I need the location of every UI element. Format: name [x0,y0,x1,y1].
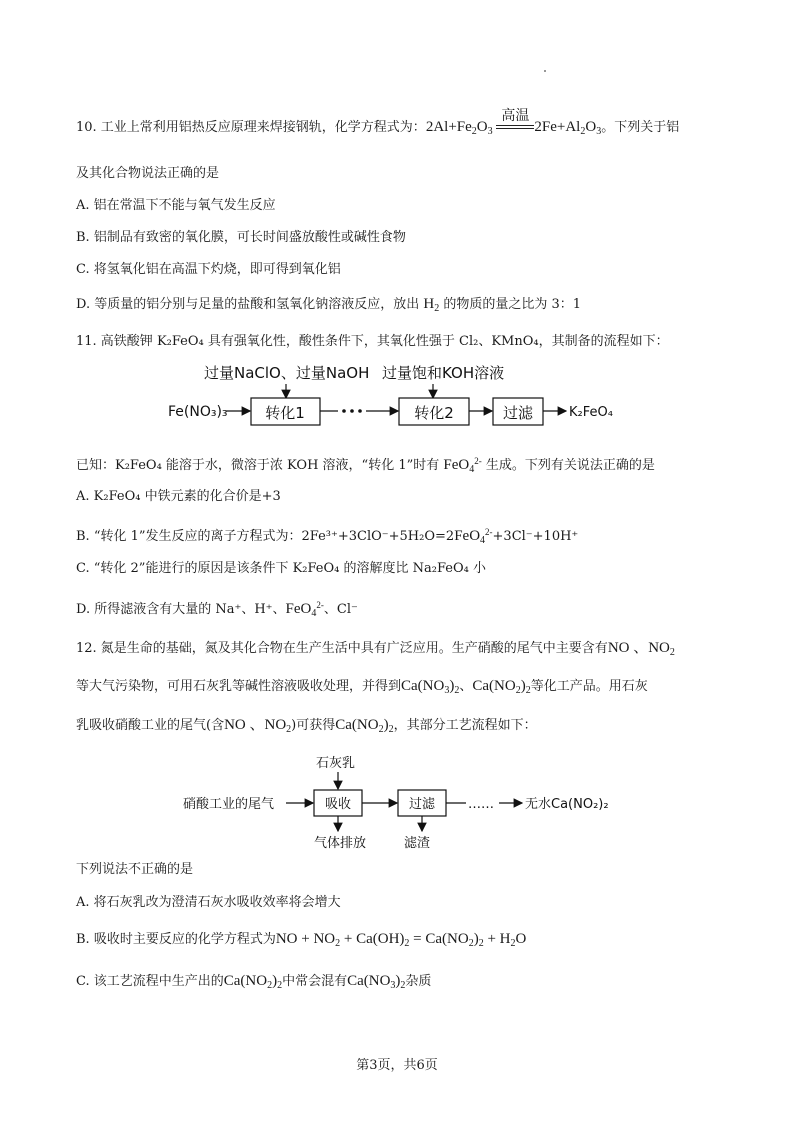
q10-stem-part1: 10. 工业上常利用铝热反应原理来焊接钢轨，化学方程式为： [76,120,426,135]
q12-option-c-part3: 杂质 [405,974,432,989]
q12-stem-line2: 等大气污染物，可用石灰乳等碱性溶液吸收处理，并得到$Ca(NO_3)_2$、$Ca(NO_2)_2$等化工产品。用石灰 [76,678,648,696]
q12-dots: …… [468,797,494,812]
q11-box1-label: 转化1 [265,404,305,422]
q11-option-a: A. K₂FeO₄ 中铁元素的化合价是+3 [76,489,281,504]
q11-box2-label: 转化2 [414,404,454,422]
q12-option-b-text: B. 吸收时主要反应的化学方程式为 [76,932,276,947]
page-footer: 第3页，共6页 [356,1058,438,1073]
q11-known-part1: 已知：K₂FeO₄ 能溶于水，微溶于浓 KOH 溶液，“转化 1”时有 [76,458,440,473]
q10-stem-line2: 及其化合物说法正确的是 [76,166,220,181]
q11-option-c: C. “转化 2”能进行的原因是该条件下 K₂FeO₄ 的溶解度比 Na₂FeO₄ 小 [76,561,486,576]
q12-option-a: A. 将石灰乳改为澄清石灰水吸收效率将会增大 [76,895,341,910]
q12-question: 下列说法不正确的是 [76,862,194,877]
q12-stem-text2b: 等化工产品。用石灰 [530,679,648,694]
q12-stem-text2a: 等大气污染物，可用石灰乳等碱性溶液吸收处理，并得到 [76,679,402,694]
q11-option-b-part2: +3Cl⁻+10H⁺ [492,529,579,544]
q10-equation: $2Al+Fe_2O_3$ 高温 $2Fe+Al_2O_3$ [425,109,602,137]
ferrate-ion: FeO$_4^{2-}$ [285,600,324,619]
q12-stem-text1: 12. 氮是生命的基础，氮及其化合物在生产生活中具有广泛应用。生产硝酸的尾气中主要含有 [76,641,608,656]
q11-start: Fe(NO₃)₃ [168,404,228,420]
q11-stem: 11. 高铁酸钾 K₂FeO₄ 具有强氧化性，酸性条件下，其氧化性强于 Cl₂、KMnO₄，其制备的流程如下： [76,334,669,349]
ca-no2-formula: $Ca(NO_2)_2$ [335,717,394,735]
q11-reagent1: 过量NaClO、过量NaOH [204,364,370,382]
q11-box3-label: 过滤 [502,404,534,422]
no-no2-formula: NO 、$NO_2$ [607,640,675,658]
q10-option-d-text: D. 等质量的铝分别与足量的盐酸和氢氧化钠溶液反应，放出 [76,297,420,312]
q12-out-gas: 气体排放 [314,836,367,851]
q10-option-d-tail: 的物质的量之比为 3：1 [443,297,582,312]
q12-box1-label: 吸收 [324,797,352,812]
q12-start: 硝酸工业的尾气 [183,797,275,812]
ferrate-ion: FeO$_4^{2-}$ [454,527,493,546]
q10-stem-part2: 。下列关于铝 [601,120,680,135]
ca-no3-formula: $Ca(NO_3)_2$ [401,678,460,696]
q12-stem-text3a: 乳吸收硝酸工业的尾气(含 [76,718,225,733]
q12-stem-text3c: ，其部分工艺流程如下： [393,718,537,733]
condition-label: 高温 [501,109,530,124]
q11-option-d-part2: 、Cl⁻ [323,602,358,617]
q11-option-d-part1: D. 所得滤液含有大量的 Na⁺、H⁺、 [76,602,286,617]
q10-option-b: B. 铝制品有致密的氧化膜，可长时间盛放酸性或碱性食物 [76,230,406,245]
q10-option-c: C. 将氢氧化铝在高温下灼烧，即可得到氧化铝 [76,262,341,277]
q11-known-part2: 生成。下列有关说法正确的是 [485,458,655,473]
q12-product: 无水Ca(NO₂)₂ [525,797,609,812]
q12-box2-label: 过滤 [408,797,436,812]
q12-reagent: 石灰乳 [316,756,356,771]
q12-option-b [76,930,526,953]
q12-option-b-equation: NO + $NO_2 + Ca(OH)_2 = Ca(NO_2)_2 + H_2O$ [275,931,527,949]
q12-out-residue: 滤渣 [404,836,431,851]
ferrate-ion: FeO$_4^{2-}$ [443,456,482,475]
q12-stem-text3b: )可获得 [291,718,336,733]
q11-option-b-part1: B. “转化 1”发生反应的离子方程式为：2Fe³⁺+3ClO⁻+5H₂O=2 [76,529,455,544]
q12-option-c-part1: C. 该工艺流程中生产出的 [76,974,224,989]
q11-reagent2: 过量饱和KOH溶液 [382,364,505,382]
q12-option-c [76,972,431,995]
q12-option-c-part2: 中常会混有 [282,974,348,989]
no-no2-formula: NO 、$NO_2$ [224,717,292,735]
q10-option-a: A. 铝在常温下不能与氧气发生反应 [76,198,276,213]
q11-product: K₂FeO₄ [569,405,613,420]
h2-formula: $H_2$ [423,296,440,314]
ca-no2-formula: $Ca(NO_2)_2$ [472,678,531,696]
ca-no3-formula: $Ca(NO_3)_2$ [347,973,406,991]
ca-no2-formula: $Ca(NO_2)_2$ [223,973,283,991]
